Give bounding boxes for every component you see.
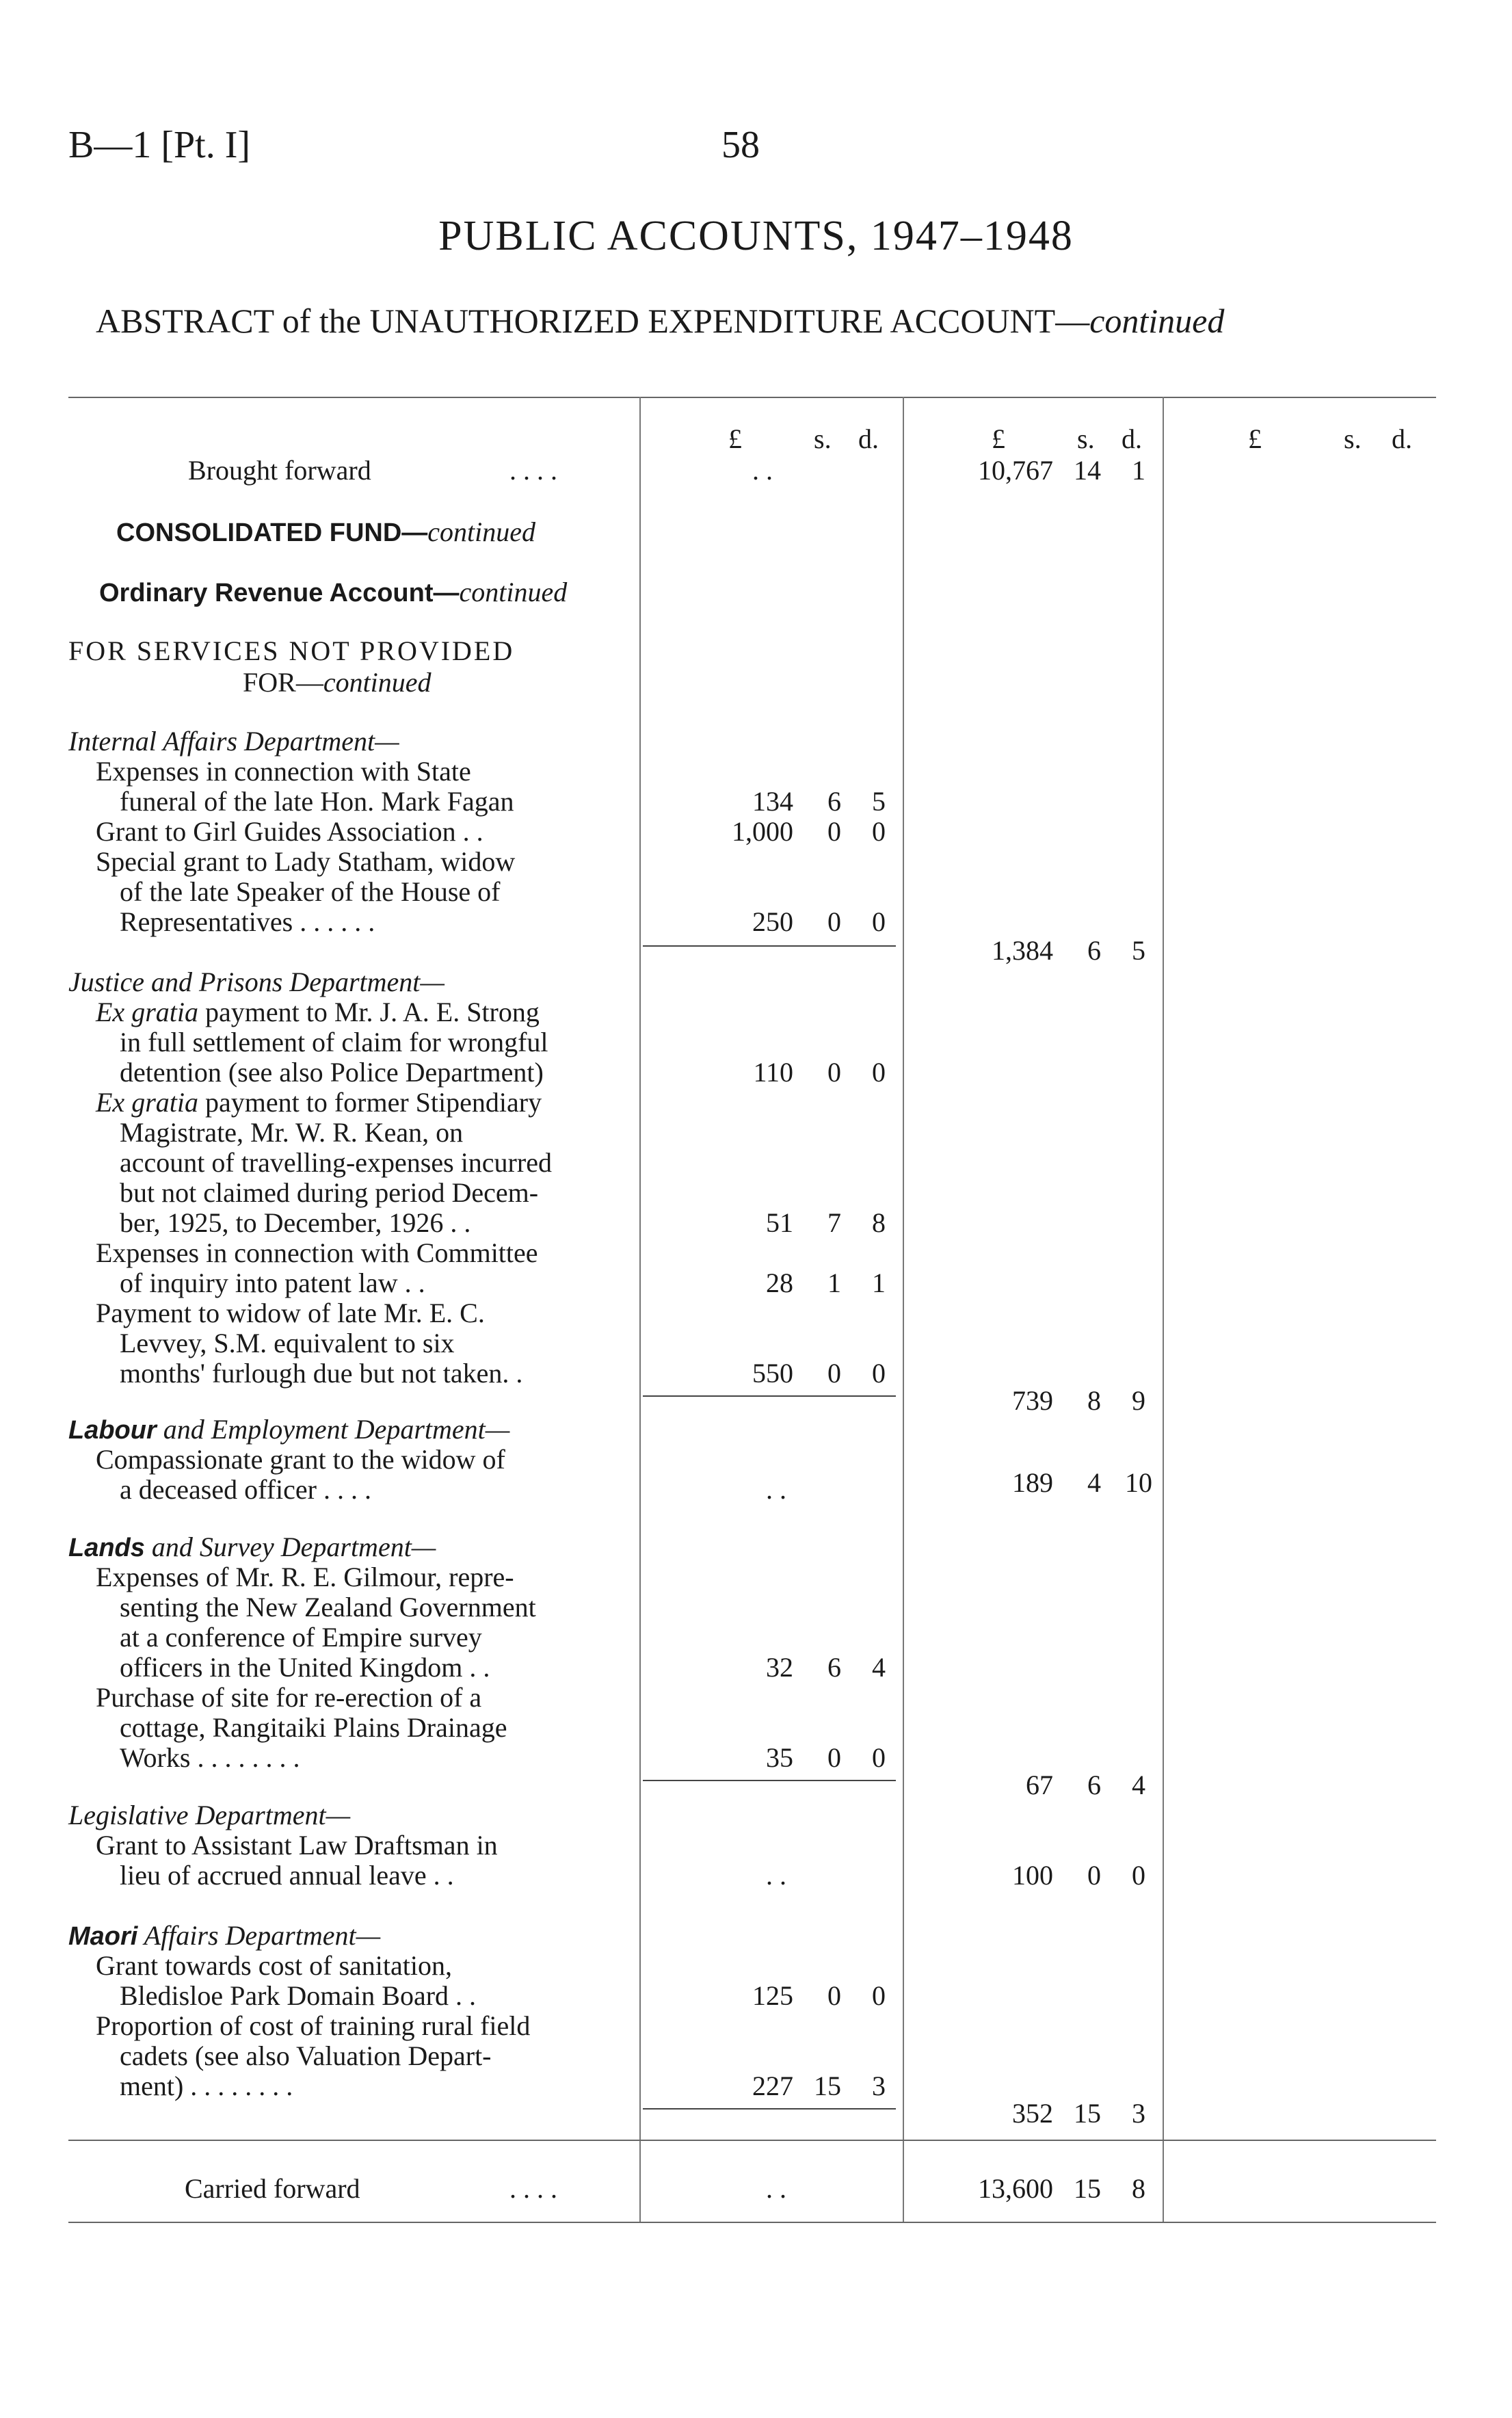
justice-amount-1-shillings: 0 xyxy=(827,1057,841,1088)
legislative-total-pounds: 100 xyxy=(1012,1860,1053,1891)
justice-amount-4-shillings: 0 xyxy=(827,1358,841,1389)
maori-amount-1-pounds: 125 xyxy=(752,1980,793,2011)
lands-amount-2-shillings: 0 xyxy=(827,1742,841,1773)
column-divider-3 xyxy=(1163,397,1164,2222)
col3-pound-header: £ xyxy=(1248,423,1262,454)
col1-shilling-header: s. xyxy=(814,423,832,454)
internal-amount-3-pence: 0 xyxy=(872,906,886,937)
justice-amount-3-pence: 1 xyxy=(872,1267,886,1298)
justice-amount-2-pounds: 51 xyxy=(766,1207,793,1238)
justice-total-shillings: 8 xyxy=(1087,1385,1101,1416)
lands-line-2: senting the New Zealand Government xyxy=(120,1592,536,1622)
account-heading: Ordinary Revenue Account—continued xyxy=(99,577,568,607)
labour-total-shillings: 4 xyxy=(1087,1467,1101,1498)
justice-line-3: detention (see also Police Department) xyxy=(120,1057,544,1088)
brought-forward-label: Brought forward xyxy=(188,455,371,486)
col3-shilling-header: s. xyxy=(1344,423,1362,454)
internal-line-6: Representatives . . . . . . xyxy=(120,906,375,937)
carried-forward-rule xyxy=(68,2140,1436,2141)
fund-heading: CONSOLIDATED FUND—continued xyxy=(116,516,536,547)
carried-forward-dots: . . . . xyxy=(509,2173,557,2204)
maori-line-5: ment) . . . . . . . . xyxy=(120,2071,293,2101)
carried-forward-shillings: 15 xyxy=(1074,2173,1101,2204)
justice-sum-rule xyxy=(643,1395,896,1397)
labour-col1-dots: . . xyxy=(766,1474,786,1505)
lands-amount-1-shillings: 6 xyxy=(827,1652,841,1683)
table-bottom-rule xyxy=(68,2222,1436,2223)
services-heading-line1: FOR SERVICES NOT PROVIDED xyxy=(68,635,515,666)
maori-amount-2-pence: 3 xyxy=(872,2071,886,2101)
column-divider-2 xyxy=(903,397,904,2222)
page-title: PUBLIC ACCOUNTS, 1947–1948 xyxy=(438,213,1074,259)
internal-amount-3-pounds: 250 xyxy=(752,906,793,937)
labour-total-pounds: 189 xyxy=(1012,1467,1053,1498)
lands-line-5: Purchase of site for re-erection of a xyxy=(96,1682,482,1713)
justice-amount-2-shillings: 7 xyxy=(827,1207,841,1238)
labour-total-pence: 10 xyxy=(1125,1467,1152,1498)
justice-heading: Justice and Prisons Department— xyxy=(68,967,445,997)
col1-pound-header: £ xyxy=(728,423,742,454)
lands-line-7: Works . . . . . . . . xyxy=(120,1742,300,1773)
justice-amount-4-pence: 0 xyxy=(872,1358,886,1389)
internal-total-pounds: 1,384 xyxy=(992,935,1053,966)
internal-amount-1-pounds: 134 xyxy=(752,786,793,817)
brought-forward-shillings: 14 xyxy=(1074,455,1101,486)
services-heading-line2: FOR—continued xyxy=(243,667,432,698)
justice-line-4: Ex gratia payment to former Stipendiary xyxy=(96,1087,542,1118)
maori-amount-1-shillings: 0 xyxy=(827,1980,841,2011)
justice-line-7: but not claimed during period Decem- xyxy=(120,1177,539,1208)
legislative-total-pence: 0 xyxy=(1132,1860,1145,1891)
col2-shilling-header: s. xyxy=(1077,423,1095,454)
justice-amount-2-pence: 8 xyxy=(872,1207,886,1238)
maori-line-1: Grant towards cost of sanitation, xyxy=(96,1950,452,1981)
justice-line-13: months' furlough due but not taken. . xyxy=(120,1358,523,1389)
maori-sum-rule xyxy=(643,2108,896,2110)
lands-sum-rule xyxy=(643,1780,896,1781)
justice-total-pounds: 739 xyxy=(1012,1385,1053,1416)
maori-total-pence: 3 xyxy=(1132,2098,1145,2129)
internal-amount-1-pence: 5 xyxy=(872,786,886,817)
internal-amount-3-shillings: 0 xyxy=(827,906,841,937)
internal-sum-rule xyxy=(643,945,896,947)
lands-line-1: Expenses of Mr. R. E. Gilmour, repre- xyxy=(96,1562,514,1592)
legislative-line-1: Grant to Assistant Law Draftsman in xyxy=(96,1830,498,1861)
legislative-line-2: lieu of accrued annual leave . . xyxy=(120,1860,454,1891)
labour-line-1: Compassionate grant to the widow of xyxy=(96,1444,505,1475)
justice-amount-1-pounds: 110 xyxy=(753,1057,793,1088)
internal-line-2: funeral of the late Hon. Mark Fagan xyxy=(120,786,514,817)
internal-amount-1-shillings: 6 xyxy=(827,786,841,817)
page-number: 58 xyxy=(721,124,760,166)
justice-amount-1-pence: 0 xyxy=(872,1057,886,1088)
maori-total-pounds: 352 xyxy=(1012,2098,1053,2129)
col2-pence-header: d. xyxy=(1122,423,1142,454)
labour-line-2: a deceased officer . . . . xyxy=(120,1474,371,1505)
col3-pence-header: d. xyxy=(1392,423,1412,454)
internal-line-3: Grant to Girl Guides Association . . xyxy=(96,816,483,847)
lands-total-pence: 4 xyxy=(1132,1770,1145,1800)
maori-amount-1-pence: 0 xyxy=(872,1980,886,2011)
maori-line-2: Bledisloe Park Domain Board . . xyxy=(120,1980,477,2011)
table-top-rule xyxy=(68,397,1436,398)
brought-forward-dots: . . . . xyxy=(509,455,557,486)
maori-heading: Maori Affairs Department— xyxy=(68,1920,381,1951)
col1-pence-header: d. xyxy=(858,423,879,454)
brought-forward-col1: . . xyxy=(752,455,773,486)
internal-total-pence: 5 xyxy=(1132,935,1145,966)
internal-amount-2-shillings: 0 xyxy=(827,816,841,847)
internal-affairs-heading: Internal Affairs Department— xyxy=(68,726,399,757)
page-reference: B—1 [Pt. I] xyxy=(68,124,250,166)
justice-amount-3-pounds: 28 xyxy=(766,1267,793,1298)
lands-amount-1-pounds: 32 xyxy=(766,1652,793,1683)
maori-line-4: cadets (see also Valuation Depart- xyxy=(120,2040,492,2071)
maori-line-3: Proportion of cost of training rural field xyxy=(96,2010,531,2041)
lands-amount-1-pence: 4 xyxy=(872,1652,886,1683)
internal-line-1: Expenses in connection with State xyxy=(96,756,471,787)
lands-heading: Lands and Survey Department— xyxy=(68,1532,436,1562)
justice-amount-4-pounds: 550 xyxy=(752,1358,793,1389)
justice-line-8: ber, 1925, to December, 1926 . . xyxy=(120,1207,471,1238)
internal-line-5: of the late Speaker of the House of xyxy=(120,876,501,907)
brought-forward-pounds: 10,767 xyxy=(978,455,1053,486)
justice-line-12: Levvey, S.M. equivalent to six xyxy=(120,1328,455,1358)
internal-line-4: Special grant to Lady Statham, widow xyxy=(96,846,516,877)
maori-total-shillings: 15 xyxy=(1074,2098,1101,2129)
carried-forward-pence: 8 xyxy=(1132,2173,1145,2204)
justice-line-6: account of travelling-expenses incurred xyxy=(120,1147,552,1178)
internal-amount-2-pence: 0 xyxy=(872,816,886,847)
justice-line-2: in full settlement of claim for wrongful xyxy=(120,1027,548,1057)
lands-total-shillings: 6 xyxy=(1087,1770,1101,1800)
legislative-total-shillings: 0 xyxy=(1087,1860,1101,1891)
col2-pound-header: £ xyxy=(992,423,1005,454)
lands-line-3: at a conference of Empire survey xyxy=(120,1622,482,1653)
justice-line-11: Payment to widow of late Mr. E. C. xyxy=(96,1298,485,1328)
page-subtitle: ABSTRACT of the UNAUTHORIZED EXPENDITURE ACCOUNT—continued xyxy=(96,302,1225,340)
justice-total-pence: 9 xyxy=(1132,1385,1145,1416)
legislative-heading: Legislative Department— xyxy=(68,1800,351,1830)
lands-line-4: officers in the United Kingdom . . xyxy=(120,1652,490,1683)
lands-total-pounds: 67 xyxy=(1026,1770,1053,1800)
labour-heading: Labour and Employment Department— xyxy=(68,1414,510,1445)
carried-forward-pounds: 13,600 xyxy=(978,2173,1053,2204)
lands-line-6: cottage, Rangitaiki Plains Drainage xyxy=(120,1712,507,1743)
carried-forward-col1: . . xyxy=(766,2173,786,2204)
column-divider-1 xyxy=(639,397,641,2222)
internal-amount-2-pounds: 1,000 xyxy=(732,816,793,847)
justice-line-9: Expenses in connection with Committee xyxy=(96,1237,538,1268)
maori-amount-2-shillings: 15 xyxy=(814,2071,841,2101)
carried-forward-label: Carried forward xyxy=(185,2173,360,2204)
brought-forward-pence: 1 xyxy=(1132,455,1145,486)
legislative-col1-dots: . . xyxy=(766,1860,786,1891)
lands-amount-2-pence: 0 xyxy=(872,1742,886,1773)
internal-total-shillings: 6 xyxy=(1087,935,1101,966)
lands-amount-2-pounds: 35 xyxy=(766,1742,793,1773)
justice-line-5: Magistrate, Mr. W. R. Kean, on xyxy=(120,1117,464,1148)
justice-line-1: Ex gratia payment to Mr. J. A. E. Strong xyxy=(96,997,540,1027)
maori-amount-2-pounds: 227 xyxy=(752,2071,793,2101)
justice-amount-3-shillings: 1 xyxy=(827,1267,841,1298)
justice-line-10: of inquiry into patent law . . xyxy=(120,1267,425,1298)
